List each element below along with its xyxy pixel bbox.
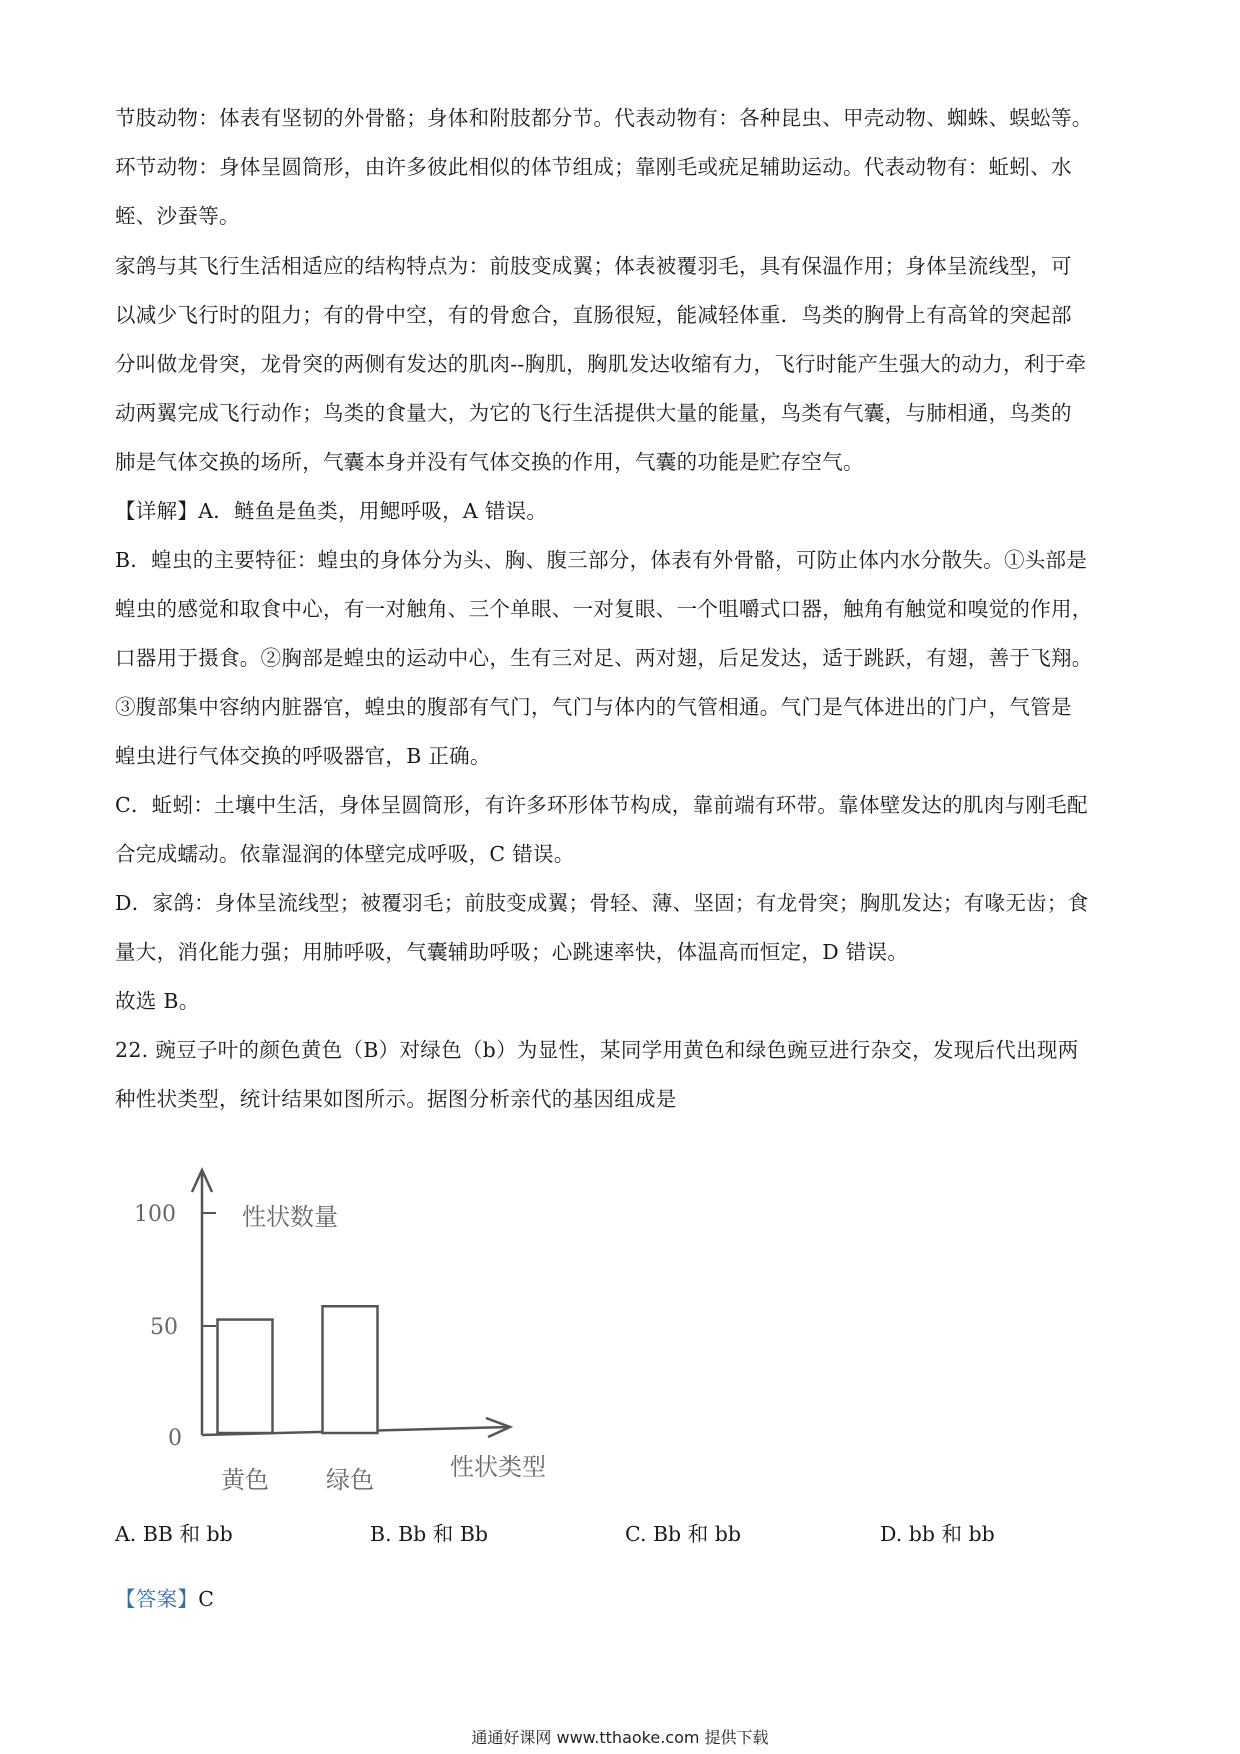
text-line-2: 环节动物：身体呈圆筒形，由许多彼此相似的体节组成；靠刚毛或疣足辅助运动。代表动物有：蚯蚓、水 [115,155,1072,179]
bar-chart [120,1130,580,1530]
answer-line [115,1585,214,1613]
category-label-green: 绿色 [326,1466,374,1494]
question-line-1: 22. 豌豆子叶的颜色黄色（B）对绿色（b）为显性，某同学用黄色和绿色豌豆进行杂交，发现后代出现两 [115,1038,1079,1062]
y-tick-label-50: 50 [150,1315,178,1340]
bar-green [323,1306,378,1433]
text-line-4: 家鸽与其飞行生活相适应的结构特点为：前肢变成翼；体表被覆羽毛，具有保温作用；身体呈流线型，可 [115,254,1072,278]
option-b: B. Bb 和 Bb [370,1522,489,1546]
text-line-1: 节肢动物：体表有坚韧的外骨骼；身体和附肢都分节。代表动物有：各种昆虫、甲壳动物、蜘蛛、蜈蚣等。 [115,106,1093,130]
text-line-10: B．蝗虫的主要特征：蝗虫的身体分为头、胸、腹三部分，体表有外骨骼，可防止体内水分散失。①头部是 [115,548,1088,572]
text-line-18: 量大，消化能力强；用肺呼吸，气囊辅助呼吸；心跳速率快，体温高而恒定，D 错误。 [115,940,909,964]
option-c: C. Bb 和 bb [625,1522,741,1546]
text-line-16: 合完成蠕动。依靠湿润的体壁完成呼吸，C 错误。 [115,842,575,866]
y-tick-label-0: 0 [168,1426,182,1451]
text-line-6: 分叫做龙骨突，龙骨突的两侧有发达的肌肉--胸肌，胸肌发达收缩有力，飞行时能产生强大的动力，利于牵 [115,352,1087,376]
answer-tag: 【答案】 [115,1587,199,1611]
x-axis-title: 性状类型 [450,1453,546,1481]
text-line-19: 故选 B。 [115,989,200,1013]
text-line-9: 【详解】A．鲢鱼是鱼类，用鳃呼吸，A 错误。 [115,499,548,523]
y-tick-label-100: 100 [134,1202,176,1227]
text-line-11: 蝗虫的感觉和取食中心，有一对触角、三个单眼、一对复眼、一个咀嚼式口器，触角有触觉和嗅觉的作用， [115,597,1093,621]
text-line-14: 蝗虫进行气体交换的呼吸器官，B 正确。 [115,744,491,768]
category-label-yellow: 黄色 [221,1466,269,1494]
text-line-8: 肺是气体交换的场所，气囊本身并没有气体交换的作用，气囊的功能是贮存空气。 [115,450,864,474]
option-d: D. bb 和 bb [880,1522,995,1546]
text-line-15: C．蚯蚓：土壤中生活，身体呈圆筒形，有许多环形体节构成，靠前端有环带。靠体壁发达的肌肉与刚毛配 [115,793,1088,817]
text-line-17: D．家鸽：身体呈流线型；被覆羽毛；前肢变成翼；骨轻、薄、坚固；有龙骨突；胸肌发达；有喙无齿；食 [115,891,1089,915]
y-axis-title: 性状数量 [242,1203,338,1231]
answer-value: C [198,1587,215,1611]
option-a: A. BB 和 bb [115,1522,233,1546]
question-line-2: 种性状类型，统计结果如图所示。据图分析亲代的基因组成是 [115,1087,677,1111]
text-line-3: 蛭、沙蚕等。 [115,204,240,228]
page-footer: 通通好课网 www.tthaoke.com 提供下载 [471,1728,769,1747]
bar-yellow [218,1320,273,1433]
text-line-12: 口器用于摄食。②胸部是蝗虫的运动中心，生有三对足、两对翅，后足发达，适于跳跃，有翅，善于飞翔。 [115,646,1093,670]
text-line-7: 动两翼完成飞行动作；鸟类的食量大，为它的飞行生活提供大量的能量，鸟类有气囊，与肺相通，鸟类的 [115,401,1072,425]
text-line-13: ③腹部集中容纳内脏器官，蝗虫的腹部有气门，气门与体内的气管相通。气门是气体进出的门户，气管是 [115,695,1072,719]
text-line-5: 以减少飞行时的阻力；有的骨中空，有的骨愈合，直肠很短，能减轻体重．鸟类的胸骨上有高耸的突起部 [115,303,1072,327]
